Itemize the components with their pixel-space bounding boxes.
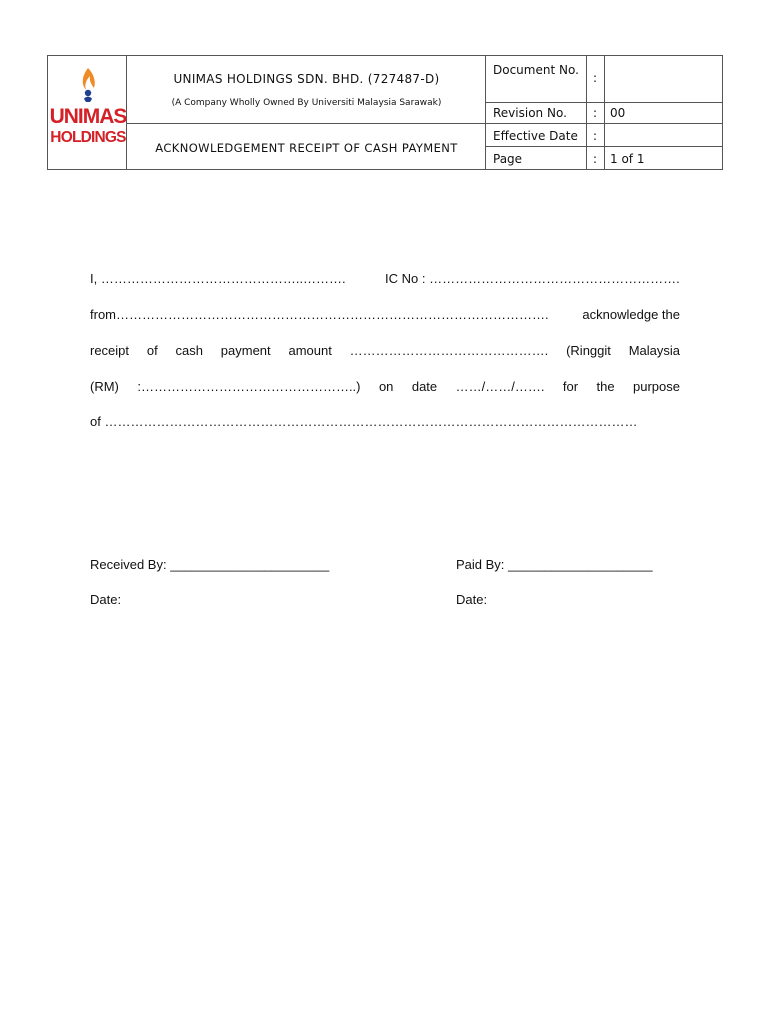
page-colon: : [592, 152, 598, 166]
revision-no-value: 00 [610, 106, 626, 120]
unimas-holdings-logo [49, 66, 127, 146]
word: (Ringgit [566, 343, 611, 358]
amount-rm-field[interactable]: :…………………………………………..) [137, 379, 361, 394]
header-divider [485, 146, 722, 147]
word: on [378, 379, 394, 394]
from-field[interactable]: from………………………………………………………………………………………. [90, 307, 549, 322]
word: cash [175, 343, 203, 358]
logo-cell [48, 56, 126, 169]
name-ic-line [90, 271, 680, 286]
document-no-colon: : [592, 71, 598, 85]
received-by-field[interactable]: Received By: ______________________ [90, 557, 330, 572]
company-subtitle: (A Company Wholly Owned By Universiti Malaysia Sarawak) [171, 98, 442, 108]
word: of [146, 343, 158, 358]
word: receipt [90, 343, 130, 358]
page-label: Page [493, 152, 523, 166]
header-divider [604, 56, 605, 169]
word: for [562, 379, 579, 394]
paid-by-field[interactable]: Paid By: ____________________ [456, 557, 653, 572]
word: payment [220, 343, 271, 358]
page-value: 1 of 1 [610, 152, 645, 166]
word: purpose [633, 379, 680, 394]
purpose-line [90, 414, 680, 429]
word: amount [288, 343, 332, 358]
word: date [411, 379, 438, 394]
purpose-field[interactable]: of …………………………………………………………………………………………………………… [90, 414, 638, 429]
document-header-table [47, 55, 723, 170]
word: (RM) [90, 379, 119, 394]
company-name: UNIMAS HOLDINGS SDN. BHD. (727487-D) [173, 72, 440, 86]
amount-date-line [90, 379, 680, 394]
name-field[interactable]: I, ………………………………………..………. [90, 271, 346, 286]
header-divider [485, 102, 722, 103]
receipt-line [90, 343, 680, 358]
word: Malaysia [628, 343, 680, 358]
logo-wordmark-top: UNIMAS [49, 105, 127, 128]
amount-words-field[interactable]: ………………………………………. [349, 343, 549, 358]
revision-no-label: Revision No. [493, 106, 567, 120]
header-divider [126, 123, 485, 124]
header-divider [485, 56, 486, 169]
acknowledge-text: acknowledge the [582, 307, 680, 322]
from-line [90, 307, 680, 322]
revision-no-colon: : [592, 106, 598, 120]
logo-wordmark-bottom: HOLDINGS [50, 129, 126, 146]
effective-date-colon: : [592, 129, 598, 143]
header-divider [485, 123, 722, 124]
word: the [596, 379, 615, 394]
document-no-label: Document No. [493, 63, 579, 77]
ic-field[interactable]: IC No : …………………………………………………. [385, 271, 680, 286]
effective-date-label: Effective Date [493, 129, 578, 143]
received-date-label: Date: [90, 592, 122, 607]
form-title: ACKNOWLEDGEMENT RECEIPT OF CASH PAYMENT [155, 141, 458, 155]
date-field[interactable]: ……/……/……. [455, 379, 545, 394]
paid-date-label: Date: [456, 592, 488, 607]
